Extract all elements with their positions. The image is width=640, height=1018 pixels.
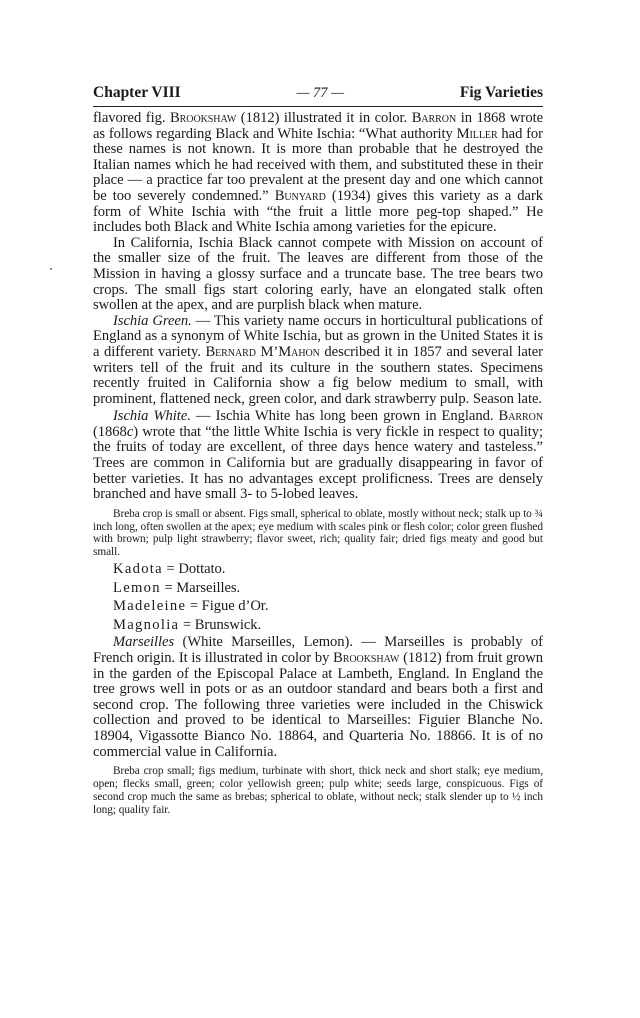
synonym-name: Magnolia [113,616,180,633]
paragraph-ischia-green: Ischia Green. — This variety name occurs in horticultural publications of England as a synonym of White Ischia, but as grown in the United States it is a different variety. Bernard M’Mahon described it in 1857 and several later writers tell of the fruit and its culture in the southern states. Specimens recently fruited in California show a fig below medium to small, with prominent, flattened neck, green color, and dark strawberry pulp. Season late. [93,312,543,407]
author-name: Brookshaw [169,110,237,126]
author-name: Miller [456,125,498,142]
author-name: Barron [411,110,457,126]
variety-name: Ischia White. [113,408,191,425]
variety-name: c [126,423,134,440]
paragraph-ischia-white: Ischia White. — Ischia White has long been grown in England. Barron (1868c) wrote that “the little White Ischia is very fickle in respect to quality; the fruits of today are excellent, of three days hence watery and tasteless.” Trees are common in California but are gradually disappearing in favor of better varieties. It has no advantages except prolificness. Trees are densely branched and have small 3- to 5-lobed leaves. [93,408,543,503]
synonym-lemon: Lemon = Marseilles. [113,579,241,596]
author-name: Bunyard [274,187,326,204]
author-name: Bernard M’Mahon [205,343,320,360]
header-rule [93,106,543,107]
paragraph-black-ischia-history: flavored fig. Brookshaw (1812) illustrated it in color. Barron in 1868 wrote as follows regarding Black and White Ischia: “What authority Miller had for these names is not known. It is more than probable that he destroyed the Italian names which he had received with them, and substituted these in their place — a practice far too prevalent at the present day and one which cannot be too severely condemned.” Bunyard (1934) gives this variety as a dark form of White Ischia with “the fruit a little more peg-top shaped.” He includes both Black and White Ischia among varieties for the epicure. [93,110,543,236]
synonym-name: Kadota [113,561,163,578]
page-body [93,111,543,816]
paragraph-black-ischia-california: In California, Ischia Black cannot compete with Mission on account of the smaller size of the fruit. The leaves are different from those of the Mission in having a glossy surface and a truncate base. The tree bears two crops. The small figs start coloring early, have an elongated stalk often swollen at the apex, and are purplish black when mature. [93,234,543,314]
author-name: Barron [498,408,543,425]
synonym-name: Madeleine [113,598,187,615]
description-note-marseilles: Breba crop small; figs medium, turbinate with short, thick neck and short stalk; eye medium, open; flecks small, green; color yellowish green; pulp white; seeds large, conspicuous. Figs of second crop much the same as brebas; spherical to oblate, without neck; stalk slender up to ½ inch long; quality fair. [93,765,543,816]
scan-speck [50,268,52,270]
page-number: — 77 — [296,85,345,101]
description-note-ischia-white: Breba crop is small or absent. Figs small, spherical to oblate, mostly without neck; stalk up to ¾ inch long, often swollen at the apex; eye medium with scales pink or flesh color; color green flushed with brown; pulp light strawberry; flavor sweet, rich; quality fair; dried figs meaty and good but small. [93,507,543,559]
synonym-madeleine: Madeleine = Figue d’Or. [113,598,269,615]
running-header [93,84,543,104]
author-name: Brookshaw [333,650,400,666]
synonym-magnolia: Magnolia = Brunswick. [113,616,262,633]
variety-name: Ischia Green. [113,312,192,329]
variety-name: Marseilles [113,634,175,651]
synonym-kadota: Kadota = Dottato. [113,561,226,578]
chapter-label: Chapter VIII [93,84,181,101]
paragraph-marseilles: Marseilles (White Marseilles, Lemon). — Marseilles is probably of French origin. It is illustrated in color by Brookshaw (1812) from fruit grown in the garden of the Episcopal Palace at Lambeth, England. In England the tree grows well in pots or as an outdoor standard and bears both a first and second crop. The following three varieties were included in the Chiswick collection and proved to be identical to Marseilles: Figuier Blanche No. 18904, Vigassotte Bianco No. 18864, and Quarteria No. 18866. It is of no commercial value in California. [93,634,543,760]
section-title: Fig Varieties [459,84,543,101]
book-page [93,84,543,819]
synonym-name: Lemon [113,579,161,596]
